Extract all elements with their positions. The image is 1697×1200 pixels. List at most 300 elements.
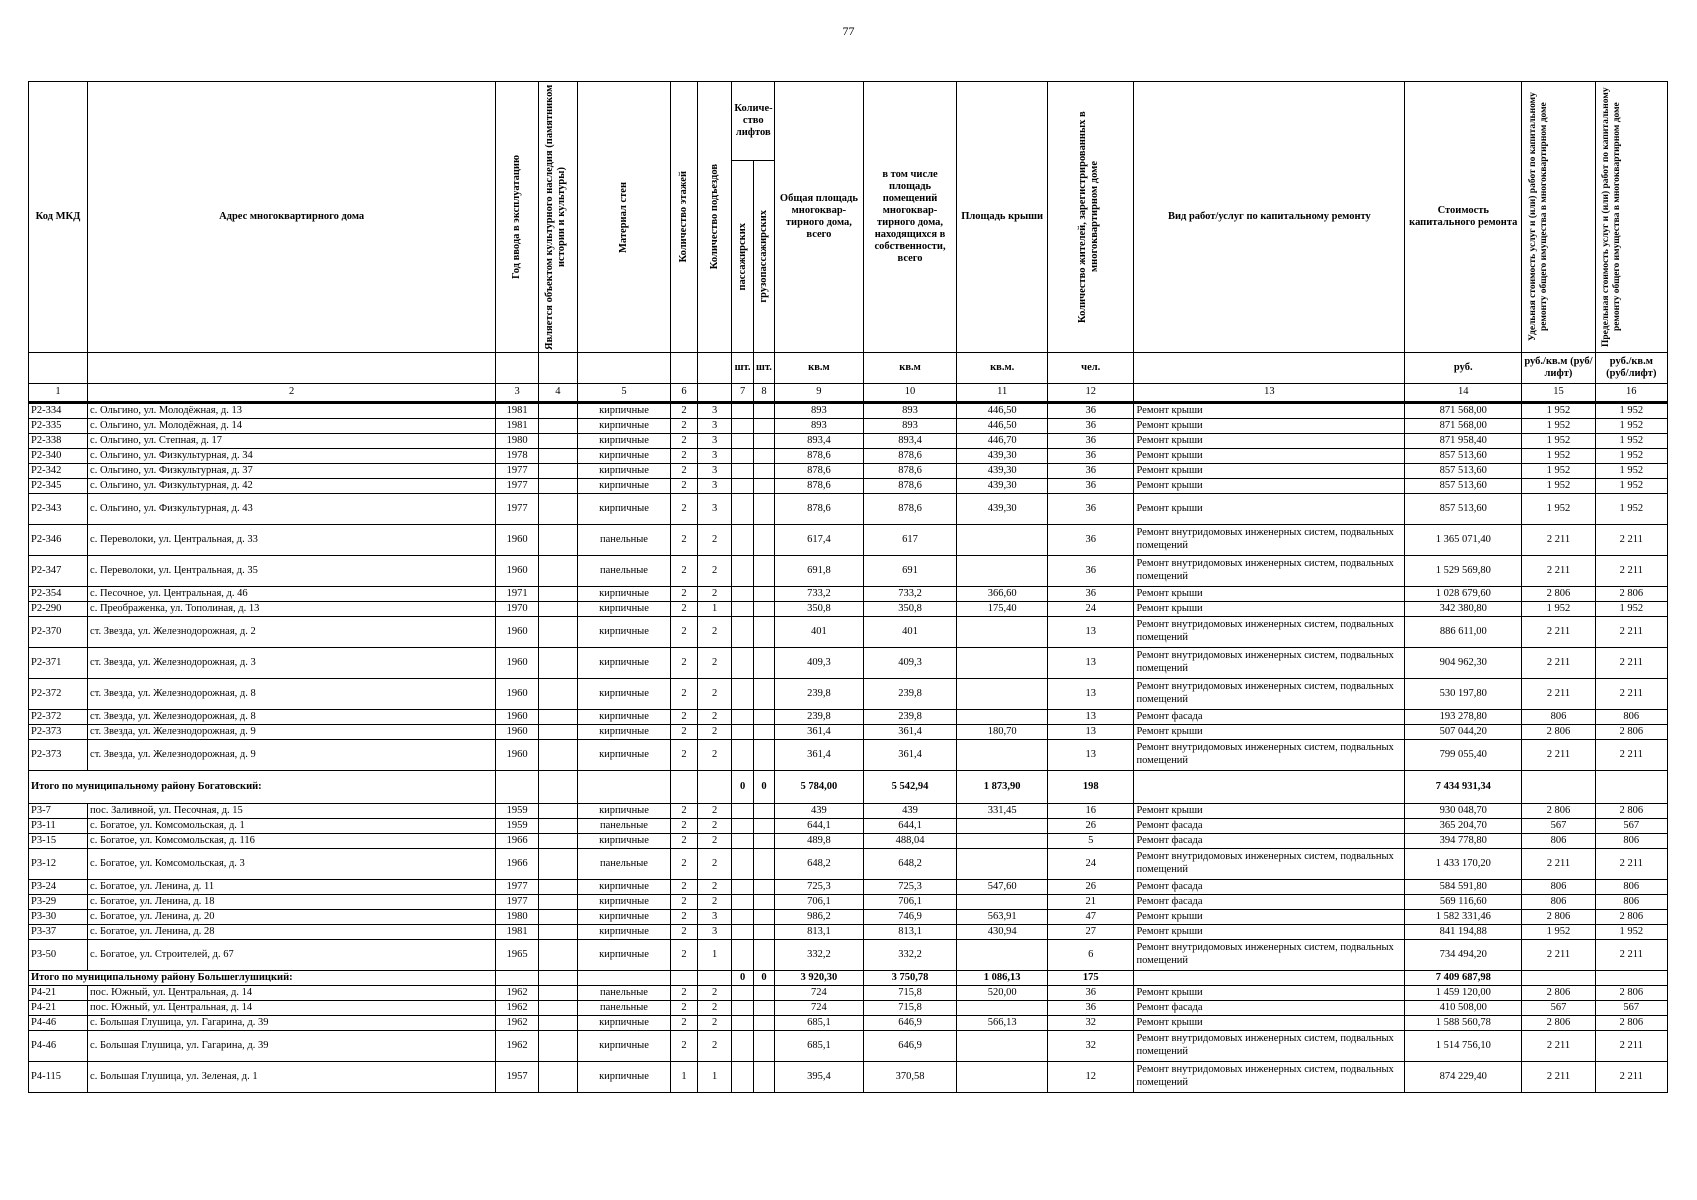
total-area-cell: 691,8 (775, 556, 864, 587)
address-cell: с. Богатое, ул. Ленина, д. 11 (88, 880, 496, 895)
roof-area-cell (957, 849, 1048, 880)
lifts-cargo-cell: 0 (753, 971, 774, 986)
lifts-pass-cell (732, 648, 753, 679)
lifts-cargo-cell (753, 1062, 774, 1093)
cost-cell: 1 459 120,00 (1405, 986, 1522, 1001)
address-cell: с. Богатое, ул. Комсомольская, д. 1 (88, 819, 496, 834)
table-row (29, 648, 1668, 679)
code-cell: Р3-50 (29, 940, 88, 971)
code-cell: Р3-30 (29, 910, 88, 925)
roof-area-cell (957, 648, 1048, 679)
year-cell: 1981 (496, 403, 539, 419)
table-row (29, 740, 1668, 771)
floors-cell: 2 (671, 648, 697, 679)
address-cell: ст. Звезда, ул. Железнодорожная, д. 2 (88, 617, 496, 648)
column-number: 12 (1047, 384, 1134, 403)
table-row (29, 849, 1668, 880)
address-cell: с. Ольгино, ул. Физкультурная, д. 34 (88, 449, 496, 464)
owned-area-cell: 361,4 (863, 725, 957, 740)
unit-cost-cell: 2 211 (1522, 849, 1595, 880)
lifts-cargo-cell (753, 449, 774, 464)
empty-cell (671, 771, 697, 804)
lifts-pass-cell (732, 587, 753, 602)
address-cell: с. Богатое, ул. Комсомольская, д. 116 (88, 834, 496, 849)
unit-cost-cell: 2 806 (1522, 804, 1595, 819)
floors-header-text: Количество этажей (678, 171, 690, 263)
roof-area-cell: 566,13 (957, 1016, 1048, 1031)
unit-pcs-1: шт. (732, 353, 753, 384)
lifts-pass-cell (732, 494, 753, 525)
table-row (29, 679, 1668, 710)
roof-area-cell (957, 525, 1048, 556)
residents-cell: 26 (1047, 880, 1134, 895)
entrances-cell: 2 (697, 849, 732, 880)
floors-cell: 2 (671, 1001, 697, 1016)
roof-area-cell (957, 819, 1048, 834)
table-row (29, 819, 1668, 834)
max-cost-cell: 1 952 (1595, 494, 1667, 525)
year-cell: 1965 (496, 940, 539, 971)
owned-area-cell: 350,8 (863, 602, 957, 617)
work-type-cell: Ремонт крыши (1134, 464, 1405, 479)
floors-cell: 2 (671, 602, 697, 617)
roof-area-cell (957, 1062, 1048, 1093)
heritage-cell (539, 1016, 578, 1031)
lifts-pass-cell (732, 880, 753, 895)
table-row (29, 895, 1668, 910)
col-heritage-header (539, 82, 578, 353)
heritage-cell (539, 602, 578, 617)
roof-area-cell (957, 940, 1048, 971)
material-cell: кирпичные (577, 434, 671, 449)
lifts-pass-cell (732, 804, 753, 819)
code-cell: Р3-15 (29, 834, 88, 849)
residents-cell: 21 (1047, 895, 1134, 910)
lifts-pass-cell (732, 449, 753, 464)
col-cost-header: Стоимость капитального ремонта (1405, 82, 1522, 353)
year-cell: 1962 (496, 986, 539, 1001)
lifts-pass-cell (732, 556, 753, 587)
owned-area-cell: 691 (863, 556, 957, 587)
units-row (29, 353, 1668, 384)
work-type-cell: Ремонт фасада (1134, 895, 1405, 910)
lifts-pass-cell (732, 910, 753, 925)
col-owned-area-header: в том числе площадь помещений многоквар-тирного дома, находящихся в собственности, всего (863, 82, 957, 353)
residents-cell: 13 (1047, 648, 1134, 679)
cost-cell: 7 434 931,34 (1405, 771, 1522, 804)
address-cell: с. Преображенка, ул. Тополиная, д. 13 (88, 602, 496, 617)
owned-area-cell: 370,58 (863, 1062, 957, 1093)
column-number: 7 (732, 384, 753, 403)
address-cell: ст. Звезда, ул. Железнодорожная, д. 3 (88, 648, 496, 679)
cost-cell: 584 591,80 (1405, 880, 1522, 895)
max-cost-cell: 1 952 (1595, 419, 1667, 434)
col-lifts-pass-header (732, 161, 753, 353)
residents-cell: 36 (1047, 587, 1134, 602)
roof-area-cell: 446,50 (957, 419, 1048, 434)
work-type-cell: Ремонт фасада (1134, 710, 1405, 725)
empty-cell (697, 771, 732, 804)
owned-area-cell: 644,1 (863, 819, 957, 834)
residents-cell: 13 (1047, 679, 1134, 710)
work-type-cell: Ремонт крыши (1134, 804, 1405, 819)
table-row (29, 403, 1668, 419)
table-row (29, 525, 1668, 556)
material-cell: панельные (577, 525, 671, 556)
max-cost-cell: 2 806 (1595, 587, 1667, 602)
work-type-cell: Ремонт крыши (1134, 1016, 1405, 1031)
total-area-cell: 893,4 (775, 434, 864, 449)
floors-cell: 2 (671, 679, 697, 710)
max-cost-cell: 2 806 (1595, 725, 1667, 740)
lifts-pass-cell (732, 1031, 753, 1062)
cost-cell: 874 229,40 (1405, 1062, 1522, 1093)
unit-cost-cell: 1 952 (1522, 494, 1595, 525)
roof-area-cell: 180,70 (957, 725, 1048, 740)
year-cell: 1977 (496, 895, 539, 910)
owned-area-cell: 5 542,94 (863, 771, 957, 804)
material-cell: кирпичные (577, 940, 671, 971)
owned-area-cell: 715,8 (863, 986, 957, 1001)
address-cell: ст. Звезда, ул. Железнодорожная, д. 8 (88, 679, 496, 710)
unit-cost-cell: 2 806 (1522, 725, 1595, 740)
floors-cell: 1 (671, 1062, 697, 1093)
residents-cell: 36 (1047, 449, 1134, 464)
cost-cell: 871 568,00 (1405, 419, 1522, 434)
max-cost-cell: 2 211 (1595, 940, 1667, 971)
unit-cost-header-text: Удельная стоимость услуг и (или) работ по капитальному ремонту общего имущества в многоквартирном доме (1528, 92, 1550, 342)
heritage-cell (539, 910, 578, 925)
table-row (29, 940, 1668, 971)
total-area-cell: 648,2 (775, 849, 864, 880)
code-cell: Р2-345 (29, 479, 88, 494)
work-type-cell: Ремонт внутридомовых инженерных систем, подвальных помещений (1134, 525, 1405, 556)
work-type-cell: Ремонт крыши (1134, 419, 1405, 434)
table-row (29, 1016, 1668, 1031)
floors-cell: 2 (671, 834, 697, 849)
total-area-cell: 724 (775, 986, 864, 1001)
max-cost-cell: 1 952 (1595, 449, 1667, 464)
heritage-cell (539, 986, 578, 1001)
code-cell: Р2-343 (29, 494, 88, 525)
table-row (29, 1062, 1668, 1093)
total-area-cell: 489,8 (775, 834, 864, 849)
col-material-header (577, 82, 671, 353)
owned-area-cell: 893 (863, 403, 957, 419)
residents-cell: 13 (1047, 710, 1134, 725)
table-row (29, 925, 1668, 940)
page-number: 77 (842, 24, 855, 38)
lifts-cargo-cell (753, 556, 774, 587)
lifts-cargo-cell (753, 1016, 774, 1031)
total-area-cell: 644,1 (775, 819, 864, 834)
column-number: 2 (88, 384, 496, 403)
code-cell: Р2-334 (29, 403, 88, 419)
cost-cell: 7 409 687,98 (1405, 971, 1522, 986)
floors-cell: 2 (671, 804, 697, 819)
unit-cost-cell: 2 211 (1522, 556, 1595, 587)
cost-cell: 886 611,00 (1405, 617, 1522, 648)
total-area-cell: 685,1 (775, 1016, 864, 1031)
year-cell: 1980 (496, 910, 539, 925)
floors-cell: 2 (671, 479, 697, 494)
owned-area-cell: 239,8 (863, 679, 957, 710)
residents-cell: 36 (1047, 1001, 1134, 1016)
heritage-cell (539, 648, 578, 679)
cost-cell: 1 529 569,80 (1405, 556, 1522, 587)
material-cell: кирпичные (577, 419, 671, 434)
work-type-cell: Ремонт внутридомовых инженерных систем, подвальных помещений (1134, 849, 1405, 880)
max-cost-cell: 2 806 (1595, 804, 1667, 819)
year-cell: 1960 (496, 679, 539, 710)
lifts-pass-cell (732, 940, 753, 971)
lifts-cargo-cell (753, 740, 774, 771)
residents-cell: 27 (1047, 925, 1134, 940)
material-cell: панельные (577, 1001, 671, 1016)
col-max-cost-header (1595, 82, 1667, 353)
heritage-cell (539, 679, 578, 710)
heritage-cell (539, 479, 578, 494)
header-row (29, 82, 1668, 161)
unit-cost-cell: 2 211 (1522, 648, 1595, 679)
material-cell: кирпичные (577, 1016, 671, 1031)
material-cell: кирпичные (577, 679, 671, 710)
unit-cost-cell: 1 952 (1522, 464, 1595, 479)
cost-cell: 193 278,80 (1405, 710, 1522, 725)
unit-cost-cell: 1 952 (1522, 434, 1595, 449)
address-cell: пос. Южный, ул. Центральная, д. 14 (88, 986, 496, 1001)
table-row (29, 617, 1668, 648)
heritage-cell (539, 880, 578, 895)
lifts-cargo-cell (753, 602, 774, 617)
code-cell: Р2-346 (29, 525, 88, 556)
address-cell: пос. Южный, ул. Центральная, д. 14 (88, 1001, 496, 1016)
year-cell: 1960 (496, 617, 539, 648)
empty-cell (539, 971, 578, 986)
col-unit-cost-header (1522, 82, 1595, 353)
roof-area-cell: 175,40 (957, 602, 1048, 617)
lifts-cargo-cell (753, 525, 774, 556)
owned-area-cell: 332,2 (863, 940, 957, 971)
owned-area-cell: 646,9 (863, 1016, 957, 1031)
address-cell: с. Переволоки, ул. Центральная, д. 33 (88, 525, 496, 556)
heritage-cell (539, 525, 578, 556)
table-row (29, 449, 1668, 464)
heritage-cell (539, 1062, 578, 1093)
heritage-cell (539, 849, 578, 880)
total-area-cell: 361,4 (775, 725, 864, 740)
lifts-pass-cell (732, 617, 753, 648)
unit-cost-cell: 567 (1522, 819, 1595, 834)
code-cell: Р2-342 (29, 464, 88, 479)
year-header-text: Год ввода в эксплуатацию (511, 154, 523, 280)
cost-cell: 857 513,60 (1405, 479, 1522, 494)
cost-cell: 365 204,70 (1405, 819, 1522, 834)
col-lifts-header: Количе-ство лифтов (732, 82, 775, 161)
address-cell: с. Богатое, ул. Ленина, д. 20 (88, 910, 496, 925)
lifts-cargo-cell (753, 1031, 774, 1062)
year-cell: 1959 (496, 804, 539, 819)
empty-cell (697, 971, 732, 986)
unit-cost-cell: 806 (1522, 710, 1595, 725)
code-cell: Р4-46 (29, 1031, 88, 1062)
entrances-cell: 2 (697, 1031, 732, 1062)
lifts-cargo-cell (753, 1001, 774, 1016)
year-cell: 1977 (496, 479, 539, 494)
entrances-cell: 2 (697, 880, 732, 895)
column-number (697, 384, 732, 403)
entrances-cell: 2 (697, 556, 732, 587)
cost-cell: 799 055,40 (1405, 740, 1522, 771)
floors-cell: 2 (671, 403, 697, 419)
residents-cell: 13 (1047, 740, 1134, 771)
lifts-pass-cell (732, 679, 753, 710)
total-area-cell: 239,8 (775, 710, 864, 725)
entrances-cell: 3 (697, 494, 732, 525)
roof-area-cell: 439,30 (957, 479, 1048, 494)
owned-area-cell: 746,9 (863, 910, 957, 925)
lifts-cargo-cell (753, 403, 774, 419)
work-type-cell: Ремонт крыши (1134, 725, 1405, 740)
max-cost-cell: 1 952 (1595, 925, 1667, 940)
roof-area-cell: 439,30 (957, 464, 1048, 479)
total-area-cell: 3 920,30 (775, 971, 864, 986)
unit-cost-cell: 1 952 (1522, 449, 1595, 464)
column-numbers-row (29, 384, 1668, 403)
max-cost-cell: 567 (1595, 1001, 1667, 1016)
cost-cell: 841 194,88 (1405, 925, 1522, 940)
floors-cell: 2 (671, 617, 697, 648)
max-cost-cell: 2 211 (1595, 679, 1667, 710)
cost-cell: 1 582 331,46 (1405, 910, 1522, 925)
lifts-cargo-cell (753, 925, 774, 940)
material-cell: кирпичные (577, 804, 671, 819)
owned-area-cell: 878,6 (863, 494, 957, 525)
lifts-cargo-cell (753, 648, 774, 679)
residents-cell: 36 (1047, 494, 1134, 525)
max-cost-cell: 2 211 (1595, 556, 1667, 587)
year-cell: 1960 (496, 710, 539, 725)
residents-cell: 24 (1047, 849, 1134, 880)
year-cell: 1962 (496, 1001, 539, 1016)
roof-area-cell: 366,60 (957, 587, 1048, 602)
unit-cost-cell: 1 952 (1522, 479, 1595, 494)
total-area-cell: 893 (775, 419, 864, 434)
unit-rate-1: руб./кв.м (руб/лифт) (1522, 353, 1595, 384)
owned-area-cell: 409,3 (863, 648, 957, 679)
unit-cost-cell: 1 952 (1522, 419, 1595, 434)
material-cell: кирпичные (577, 587, 671, 602)
owned-area-cell: 617 (863, 525, 957, 556)
address-cell: с. Ольгино, ул. Физкультурная, д. 37 (88, 464, 496, 479)
max-cost-cell: 806 (1595, 834, 1667, 849)
floors-cell: 2 (671, 925, 697, 940)
code-cell: Р2-347 (29, 556, 88, 587)
total-area-cell: 986,2 (775, 910, 864, 925)
floors-cell: 2 (671, 587, 697, 602)
cost-cell: 1 514 756,10 (1405, 1031, 1522, 1062)
roof-area-cell: 547,60 (957, 880, 1048, 895)
lifts-cargo-cell (753, 940, 774, 971)
material-cell: кирпичные (577, 602, 671, 617)
column-number: 10 (863, 384, 957, 403)
owned-area-cell: 3 750,78 (863, 971, 957, 986)
lifts-cargo-cell (753, 910, 774, 925)
entrances-cell: 2 (697, 804, 732, 819)
year-cell: 1980 (496, 434, 539, 449)
unit-pcs-2: шт. (753, 353, 774, 384)
work-type-cell: Ремонт фасада (1134, 819, 1405, 834)
cost-cell: 930 048,70 (1405, 804, 1522, 819)
heritage-cell (539, 1031, 578, 1062)
owned-area-cell: 648,2 (863, 849, 957, 880)
entrances-cell: 2 (697, 617, 732, 648)
total-area-cell: 878,6 (775, 464, 864, 479)
year-cell: 1960 (496, 740, 539, 771)
column-number: 5 (577, 384, 671, 403)
address-cell: с. Ольгино, ул. Молодёжная, д. 14 (88, 419, 496, 434)
lifts-pass-cell (732, 710, 753, 725)
heritage-cell (539, 464, 578, 479)
max-cost-cell: 806 (1595, 710, 1667, 725)
lifts-pass-cell (732, 525, 753, 556)
column-number: 14 (1405, 384, 1522, 403)
max-cost-cell: 2 211 (1595, 740, 1667, 771)
lifts-cargo-cell (753, 494, 774, 525)
total-area-cell: 332,2 (775, 940, 864, 971)
lifts-cargo-cell (753, 895, 774, 910)
table-row (29, 986, 1668, 1001)
lifts-cargo-cell (753, 710, 774, 725)
year-cell: 1966 (496, 834, 539, 849)
code-cell: Р3-37 (29, 925, 88, 940)
total-area-cell: 395,4 (775, 1062, 864, 1093)
empty-cell (577, 971, 671, 986)
owned-area-cell: 715,8 (863, 1001, 957, 1016)
material-cell: кирпичные (577, 895, 671, 910)
floors-cell: 2 (671, 895, 697, 910)
table-row (29, 710, 1668, 725)
table-row (29, 464, 1668, 479)
entrances-cell: 3 (697, 479, 732, 494)
heritage-cell (539, 403, 578, 419)
work-type-cell: Ремонт фасада (1134, 834, 1405, 849)
entrances-cell: 2 (697, 986, 732, 1001)
residents-cell: 36 (1047, 986, 1134, 1001)
address-cell: с. Ольгино, ул. Молодёжная, д. 13 (88, 403, 496, 419)
material-cell: кирпичные (577, 725, 671, 740)
year-cell: 1962 (496, 1016, 539, 1031)
floors-cell: 2 (671, 740, 697, 771)
material-cell: кирпичные (577, 479, 671, 494)
col-total-area-header: Общая площадь многоквар-тирного дома, всего (775, 82, 864, 353)
heritage-cell (539, 419, 578, 434)
heritage-cell (539, 556, 578, 587)
code-cell: Р2-372 (29, 710, 88, 725)
residents-header-text: Количество жителей, зарегистрированных в многоквартирном доме (1076, 111, 1100, 323)
year-cell: 1960 (496, 525, 539, 556)
residents-cell: 26 (1047, 819, 1134, 834)
address-cell: с. Богатое, ул. Ленина, д. 28 (88, 925, 496, 940)
floors-cell: 2 (671, 986, 697, 1001)
floors-cell: 2 (671, 880, 697, 895)
year-cell: 1960 (496, 556, 539, 587)
material-cell: кирпичные (577, 464, 671, 479)
residents-cell: 32 (1047, 1031, 1134, 1062)
table-row (29, 434, 1668, 449)
entrances-cell: 2 (697, 710, 732, 725)
code-cell: Р4-21 (29, 1001, 88, 1016)
